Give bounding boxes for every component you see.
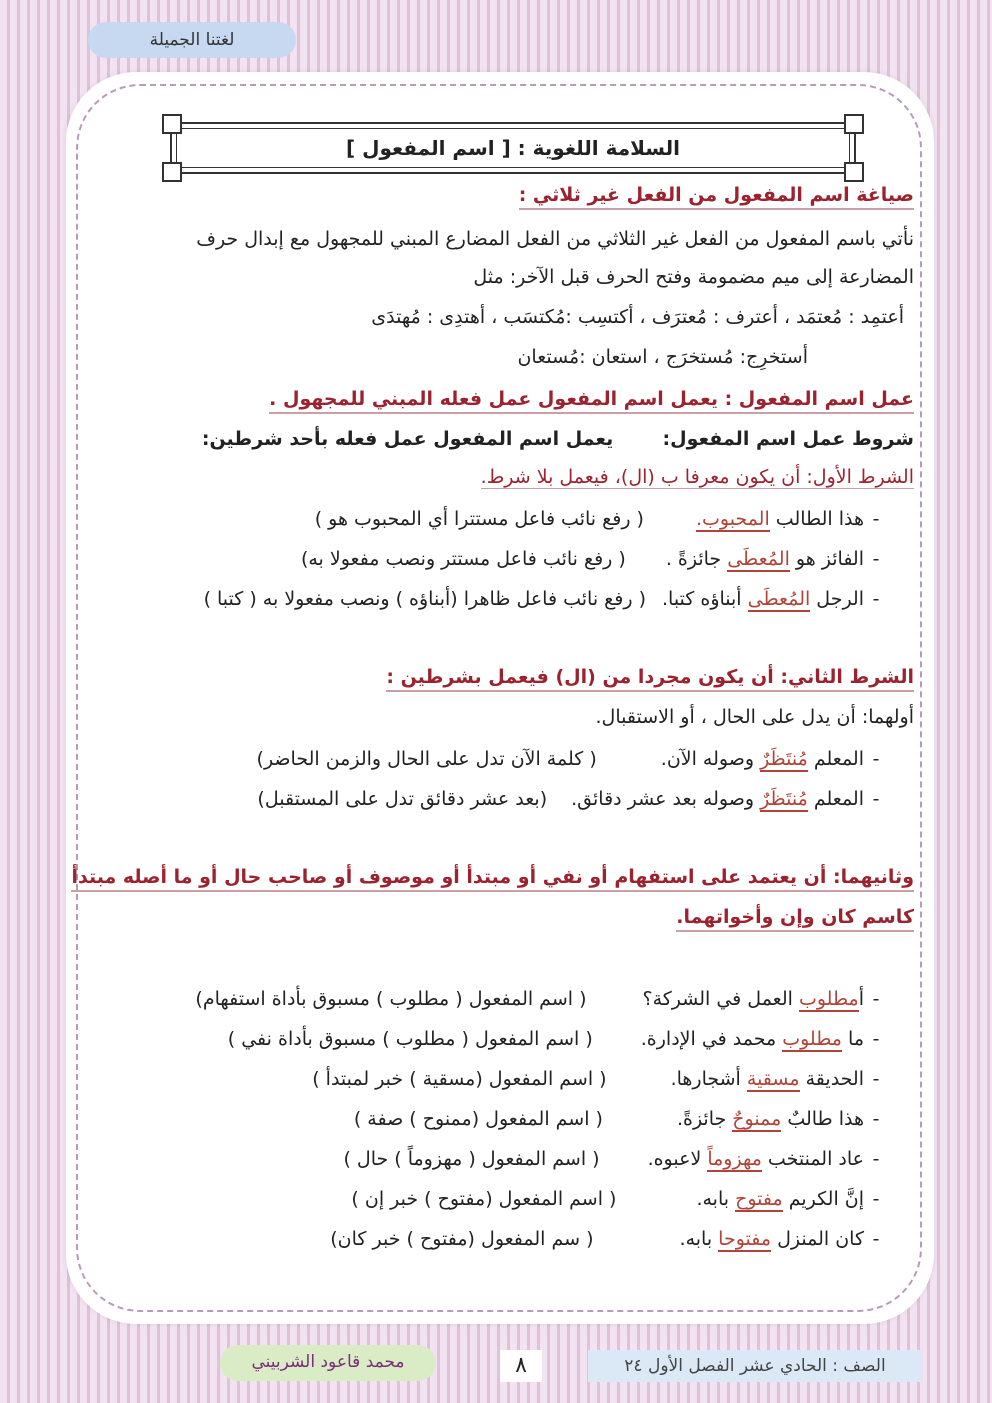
example-row: -كان المنزل مفتوحا بابه.( سم المفعول (مفتوح ) خبر كان): [330, 1228, 880, 1250]
section2-heading: عمل اسم المفعول : يعمل اسم المفعول عمل فعله المبني للمجهول .: [269, 388, 914, 414]
condition1-heading: الشرط الأول: أن يكون معرفا ب (ال)، فيعمل بلا شرط.: [480, 466, 914, 488]
highlight-word: المُعطَى: [727, 548, 790, 570]
grammar-note: (بعد عشر دقائق تدل على المستقبل): [257, 788, 548, 810]
condition2-row: -المعلم مُنتَظَرٌ وصوله الآن.( كلمة الآن تدل على الحال والزمن الحاضر): [256, 748, 880, 770]
condition1-row: -الفائز هو المُعطَى جائزةً .( رفع نائب فاعل مستتر ونصب مفعولا به): [300, 548, 880, 570]
condition2-second-2: كاسم كان وإن وأخواتهما.: [676, 906, 914, 932]
highlight-word: مفتوح: [735, 1188, 783, 1210]
grammar-note: ( رفع نائب فاعل ظاهرا (أبناؤه ) ونصب مفعولا به ( كتبا ): [203, 588, 646, 610]
condition2-heading: الشرط الثاني: أن يكون مجردا من (ال) فيعمل بشرطين :: [386, 666, 914, 692]
conditions-label: شروط عمل اسم المفعول:: [662, 428, 914, 450]
section1-examples-1: أعتمِد : مُعتمَد ، أعترف : مُعترَف ، أكتسِب :مُكتسَب ، أهتدِى : مُهتدَى: [371, 306, 904, 328]
conditions-text: يعمل اسم المفعول عمل فعله بأحد شرطين:: [201, 428, 614, 450]
condition1-row: -هذا الطالب المحبوب.( رفع نائب فاعل مستترا أي المحبوب هو ): [314, 508, 880, 530]
section1-text-2: المضارعة إلى ميم مضمومة وفتح الحرف قبل الآخر: مثل: [473, 266, 914, 288]
highlight-word: مُنتَظَرٌ: [760, 748, 808, 770]
section1-heading: صياغة اسم المفعول من الفعل غير ثلاثي :: [519, 184, 914, 210]
page-card: [66, 72, 934, 1324]
condition2-second-2-line: [676, 906, 914, 928]
example-row: -الحديقة مسقية أشجارها.( اسم المفعول (مسقية ) خبر لمبتدأ ): [312, 1068, 880, 1090]
example-row: -عاد المنتخب مهزوماً لاعبوه.( اسم المفعول ( مهزوماً ) حال ): [343, 1148, 880, 1170]
highlight-word: المحبوب.: [695, 508, 770, 530]
grammar-note: ( رفع نائب فاعل مستتر ونصب مفعولا به): [300, 548, 626, 570]
page-number: ٨: [500, 1350, 542, 1382]
grammar-note: ( اسم المفعول (مفتوح ) خبر إن ): [351, 1188, 617, 1210]
section2-heading-line: [269, 388, 914, 410]
grammar-note: ( رفع نائب فاعل مستترا أي المحبوب هو ): [314, 508, 644, 530]
section1-heading-line: [519, 184, 914, 206]
grammar-note: ( اسم المفعول (مسقية ) خبر لمبتدأ ): [312, 1068, 607, 1090]
highlight-word: المُعطَى: [747, 588, 811, 610]
section1-examples-2: أستخرِج: مُستخرَج ، استعان :مُستعان: [517, 346, 808, 368]
grammar-note: ( اسم المفعول ( مهزوماً ) حال ): [343, 1148, 600, 1170]
highlight-word: مطلوب: [782, 1028, 842, 1050]
example-row: -ما مطلوب محمد في الإدارة.( اسم المفعول ( مطلوب ) مسبوق بأداة نفي ): [227, 1028, 880, 1050]
condition2-second-1: وثانيهما: أن يعتمد على استفهام أو نفي أو مبتدأ أو موصوف أو صاحب حال أو ما أصله مبتدأ: [71, 866, 914, 892]
grammar-note: ( اسم المفعول ( مطلوب ) مسبوق بأداة نفي ): [227, 1028, 593, 1050]
highlight-word: مفتوحا: [718, 1228, 772, 1250]
example-row: -هذا طالبٌ ممنوحٌ جائزةً.( اسم المفعول (ممنوح ) صفة ): [353, 1108, 880, 1130]
condition2-heading-line: [386, 666, 914, 688]
grammar-note: ( اسم المفعول ( مطلوب ) مسبوق بأداة استفهام): [195, 988, 587, 1010]
grammar-note: ( سم المفعول (مفتوح ) خبر كان): [330, 1228, 594, 1250]
example-row: -إنَّ الكريم مفتوح بابه.( اسم المفعول (مفتوح ) خبر إن ): [351, 1188, 880, 1210]
conditions-line: [202, 428, 914, 450]
highlight-word: ممنوحٌ: [732, 1108, 782, 1130]
top-badge: لغتنا الجميلة: [88, 22, 296, 58]
highlight-word: مهزوماً: [707, 1148, 762, 1170]
section1-text-1: نأتي باسم المفعول من الفعل غير الثلاثي من الفعل المضارع المبني للمجهول مع إبدال حرف: [196, 228, 914, 250]
author-badge: محمد قاعود الشربيني: [220, 1345, 436, 1381]
grammar-note: ( اسم المفعول (ممنوح ) صفة ): [353, 1108, 603, 1130]
condition2-first: أولهما: أن يدل على الحال ، أو الاستقبال.: [595, 706, 914, 728]
condition2-row: -المعلم مُنتَظَرٌ وصوله بعد عشر دقائق.(بعد عشر دقائق تدل على المستقبل): [257, 788, 880, 810]
class-badge: الصف : الحادي عشر الفصل الأول ٢٤: [588, 1350, 922, 1382]
highlight-word: مُنتَظَرٌ: [760, 788, 808, 810]
condition2-second-1-line: [71, 866, 914, 888]
grammar-note: ( كلمة الآن تدل على الحال والزمن الحاضر): [256, 748, 597, 770]
condition1-heading-line: [481, 466, 914, 488]
example-row: -أمطلوب العمل في الشركة؟( اسم المفعول ( مطلوب ) مسبوق بأداة استفهام): [195, 988, 880, 1010]
highlight-word: مطلوب: [798, 988, 859, 1010]
highlight-word: مسقية: [746, 1068, 800, 1090]
condition1-row: -الرجل المُعطَى أبناؤه كتبا.( رفع نائب فاعل ظاهرا (أبناؤه ) ونصب مفعولا به ( كتبا ): [203, 588, 880, 610]
page-title: السلامة اللغوية : [ اسم المفعول ]: [345, 136, 681, 160]
